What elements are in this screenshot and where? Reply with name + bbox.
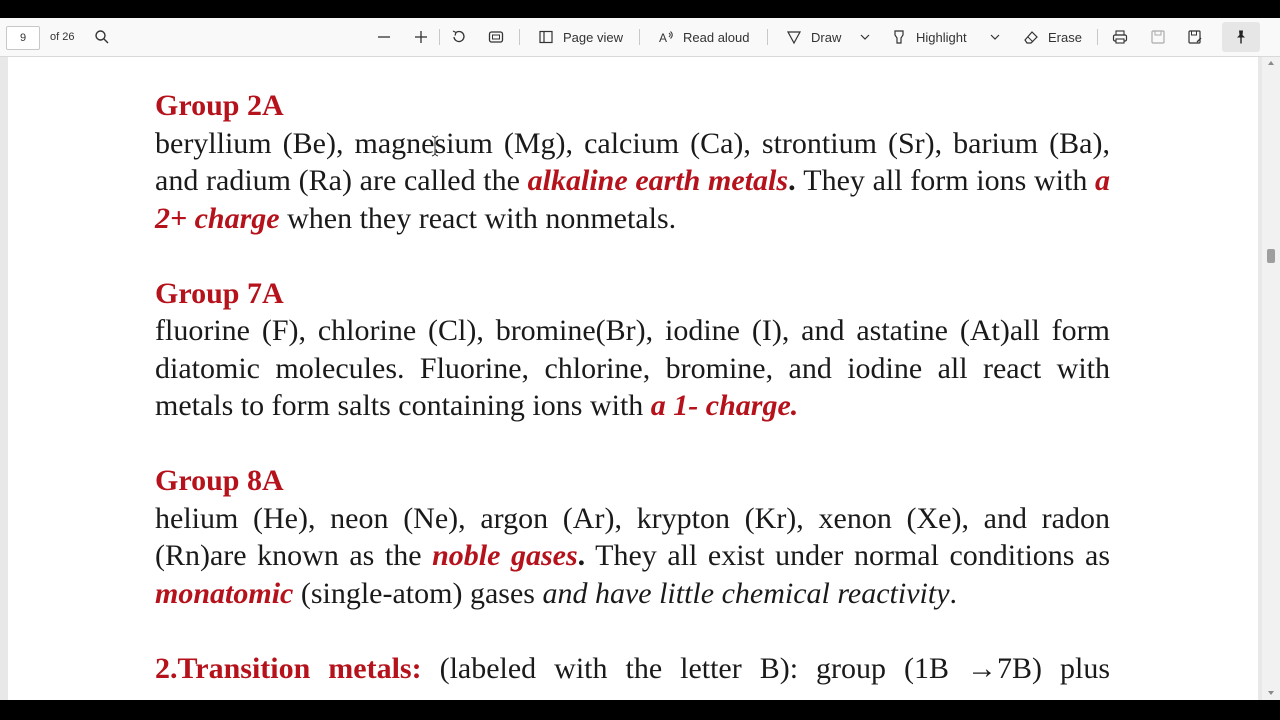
page-view-button[interactable]	[537, 18, 623, 56]
fit-page-icon	[487, 28, 505, 46]
bottom-frame-band	[0, 700, 1280, 720]
scrollbar-thumb[interactable]	[1267, 249, 1275, 263]
draw-icon	[785, 28, 803, 46]
rotate-icon	[450, 28, 468, 46]
chevron-down-icon	[856, 28, 874, 46]
highlighter-icon	[890, 28, 908, 46]
group-2a-heading: Group 2A	[155, 89, 284, 122]
text-cursor-icon	[430, 135, 440, 157]
svg-text:A: A	[659, 31, 668, 45]
pdf-toolbar	[0, 18, 1280, 57]
minus-icon	[375, 28, 393, 46]
search-icon	[93, 28, 111, 46]
page-content	[155, 87, 1110, 687]
save-icon	[1149, 28, 1167, 46]
save-as-button[interactable]	[1186, 18, 1204, 56]
erase-label: Erase	[1048, 29, 1082, 45]
read-aloud-label: Read aloud	[683, 29, 750, 45]
print-button[interactable]	[1111, 18, 1129, 56]
highlight-label: Highlight	[916, 29, 967, 45]
zoom-out-button[interactable]	[375, 18, 393, 56]
group-7a-paragraph: fluorine (F), chlorine (Cl), bromine(Br), iodine (I), and astatine (At)all form diatomic molecules. Fluorine, chlorine, bromine, and iodine all react with metals to form salts containing ions with a 1- charge.	[155, 314, 1110, 422]
group-2a-paragraph: beryllium (Be), magnesium (Mg), calcium (Ca), strontium (Sr), barium (Ba), and radium (Ra) are called the alkaline earth metals. They all form ions with a 2+ charge when they react with nonmetals.	[155, 126, 1111, 235]
page-view-icon	[537, 28, 555, 46]
draw-button[interactable]	[785, 18, 841, 56]
scroll-down-arrow-icon[interactable]	[1268, 691, 1274, 695]
toolbar-divider	[767, 29, 768, 45]
page-number-input[interactable]: 9	[6, 26, 40, 50]
pin-icon	[1232, 28, 1250, 46]
toolbar-divider	[519, 29, 520, 45]
draw-label: Draw	[811, 29, 842, 45]
top-frame-band	[0, 0, 1280, 18]
pdf-page	[8, 57, 1258, 700]
transition-metals-heading: 2.Transition metals:	[155, 651, 422, 685]
transition-metals-paragraph: 2.Transition metals: (labeled with the letter B): group (1B →7B) plus	[155, 651, 1110, 685]
plus-icon	[412, 28, 430, 46]
rotate-button[interactable]	[450, 18, 468, 56]
chevron-down-icon	[986, 28, 1004, 46]
group-7a-heading: Group 7A	[155, 276, 284, 310]
highlight-options-dropdown[interactable]	[986, 18, 1004, 56]
zoom-in-button[interactable]	[412, 18, 430, 56]
page-view-label: Page view	[563, 29, 623, 45]
read-aloud-button[interactable]	[657, 18, 750, 56]
draw-options-dropdown[interactable]	[856, 18, 874, 56]
erase-button[interactable]	[1022, 18, 1082, 56]
read-aloud-icon	[657, 28, 675, 46]
vertical-scrollbar[interactable]	[1262, 57, 1280, 700]
highlight-button[interactable]	[890, 18, 967, 56]
search-button[interactable]	[93, 18, 111, 56]
fit-page-button[interactable]	[487, 18, 505, 56]
toolbar-divider	[1097, 29, 1098, 45]
document-viewer	[0, 57, 1280, 700]
save-as-icon	[1186, 28, 1204, 46]
save-button[interactable]	[1149, 18, 1167, 56]
toolbar-divider	[439, 29, 440, 45]
scroll-up-arrow-icon[interactable]	[1268, 61, 1274, 65]
toolbar-divider	[639, 29, 640, 45]
pin-toolbar-button[interactable]	[1222, 22, 1260, 52]
group-8a-paragraph: helium (He), neon (Ne), argon (Ar), krypton (Kr), xenon (Xe), and radon (Rn)are known as the noble gases. They all exist under normal conditions as monatomic (single-atom) gases and have little chemical reactivity.	[155, 501, 1110, 610]
page-count-label: of 26	[50, 31, 75, 43]
group-8a-heading: Group 8A	[155, 464, 284, 497]
eraser-icon	[1022, 28, 1040, 46]
printer-icon	[1111, 28, 1129, 46]
